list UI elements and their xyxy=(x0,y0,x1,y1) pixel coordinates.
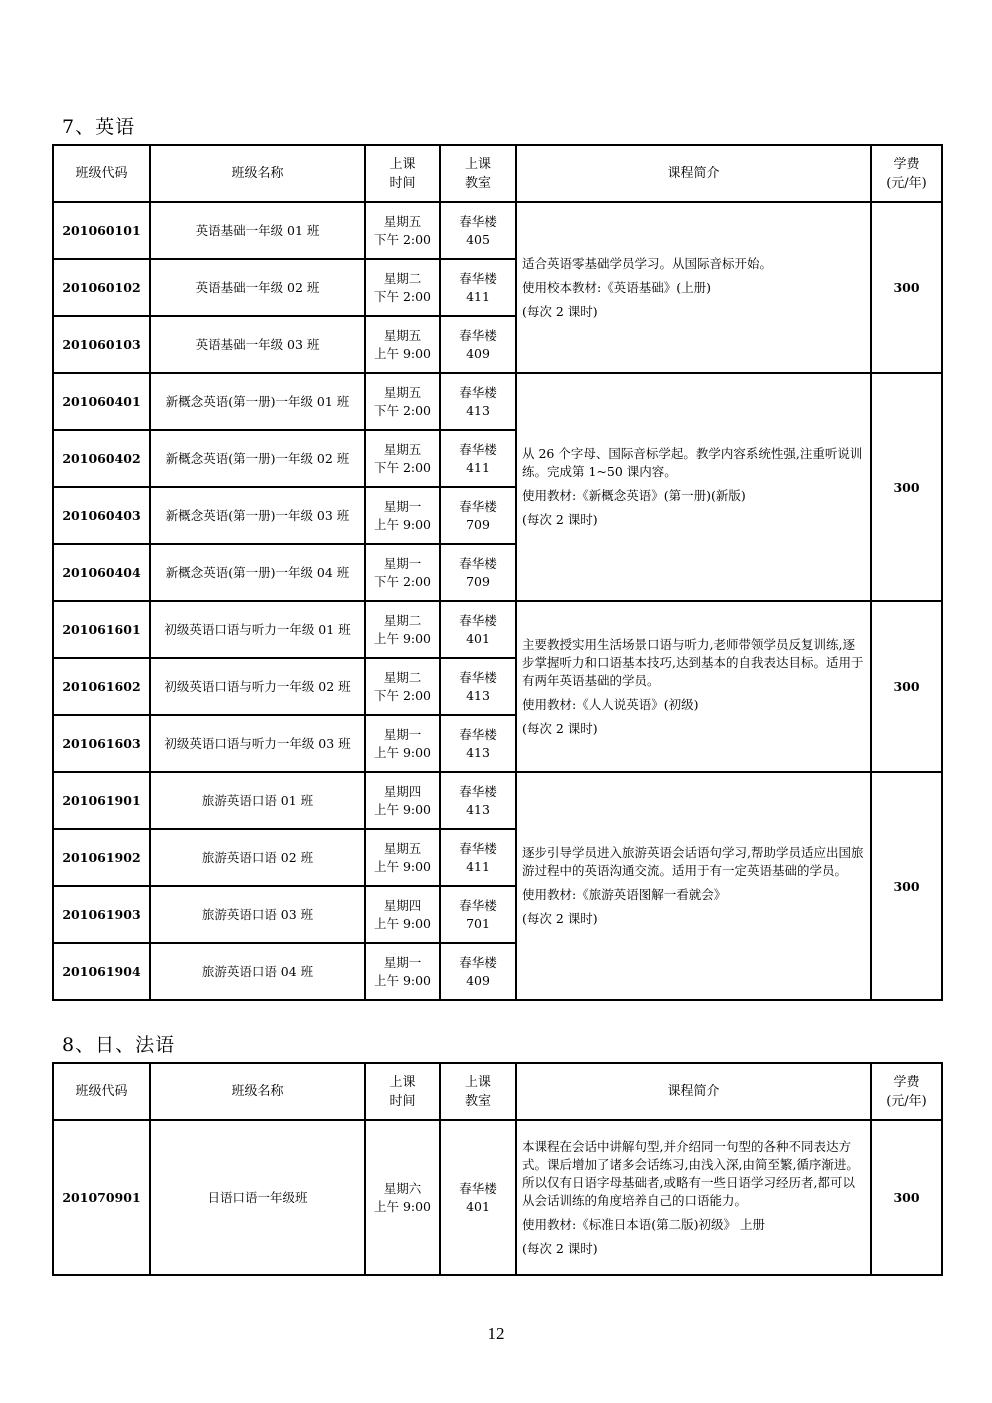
class-name: 新概念英语(第一册)一年级 01 班 xyxy=(150,373,365,430)
class-time: 星期一 下午 2:00 xyxy=(365,544,440,601)
class-time: 星期五 下午 2:00 xyxy=(365,430,440,487)
class-room: 春华楼 701 xyxy=(440,886,516,943)
class-code: 201060404 xyxy=(53,544,150,601)
section-title-english: 7、英语 xyxy=(62,116,136,138)
course-description: 从 26 个字母、国际音标学起。教学内容系统性强,注重听说训练。完成第 1~50 课内容。 使用教材:《新概念英语》(第一册)(新版) (每次 2 课时) xyxy=(516,373,871,601)
class-code: 201061904 xyxy=(53,943,150,1000)
course-description: 适合英语零基础学员学习。从国际音标开始。 使用校本教材:《英语基础》(上册) (每次 2 课时) xyxy=(516,202,871,373)
class-room: 春华楼 413 xyxy=(440,772,516,829)
class-code: 201060403 xyxy=(53,487,150,544)
class-time: 星期二 下午 2:00 xyxy=(365,259,440,316)
class-code: 201060401 xyxy=(53,373,150,430)
table-header-row xyxy=(53,145,942,202)
class-name: 初级英语口语与听力一年级 03 班 xyxy=(150,715,365,772)
header-name: 班级名称 xyxy=(150,1063,365,1120)
class-code: 201061903 xyxy=(53,886,150,943)
class-room: 春华楼 409 xyxy=(440,943,516,1000)
header-room: 上课 教室 xyxy=(440,145,516,202)
class-time: 星期二 上午 9:00 xyxy=(365,601,440,658)
class-name: 新概念英语(第一册)一年级 02 班 xyxy=(150,430,365,487)
header-time: 上课 时间 xyxy=(365,145,440,202)
course-description: 逐步引导学员进入旅游英语会话语句学习,帮助学员适应出国旅游过程中的英语沟通交流。适用于有一定英语基础的学员。 使用教材:《旅游英语图解一看就会》 (每次 2 课时) xyxy=(516,772,871,1000)
class-name: 英语基础一年级 02 班 xyxy=(150,259,365,316)
class-name: 旅游英语口语 03 班 xyxy=(150,886,365,943)
class-time: 星期一 上午 9:00 xyxy=(365,487,440,544)
class-time: 星期二 下午 2:00 xyxy=(365,658,440,715)
class-code: 201060102 xyxy=(53,259,150,316)
class-time: 星期五 下午 2:00 xyxy=(365,373,440,430)
tuition-fee: 300 xyxy=(871,373,942,601)
header-fee: 学费 (元/年) xyxy=(871,145,942,202)
class-code: 201061902 xyxy=(53,829,150,886)
class-time: 星期五 上午 9:00 xyxy=(365,316,440,373)
class-room: 春华楼 411 xyxy=(440,829,516,886)
class-time: 星期一 上午 9:00 xyxy=(365,943,440,1000)
class-code: 201060402 xyxy=(53,430,150,487)
header-name: 班级名称 xyxy=(150,145,365,202)
header-fee: 学费 (元/年) xyxy=(871,1063,942,1120)
class-code: 201070901 xyxy=(53,1120,150,1275)
class-name: 初级英语口语与听力一年级 02 班 xyxy=(150,658,365,715)
header-desc: 课程简介 xyxy=(516,145,871,202)
tuition-fee: 300 xyxy=(871,772,942,1000)
class-room: 春华楼 405 xyxy=(440,202,516,259)
header-time: 上课 时间 xyxy=(365,1063,440,1120)
header-room: 上课 教室 xyxy=(440,1063,516,1120)
class-time: 星期一 上午 9:00 xyxy=(365,715,440,772)
header-code: 班级代码 xyxy=(53,1063,150,1120)
class-name: 新概念英语(第一册)一年级 03 班 xyxy=(150,487,365,544)
course-description: 主要教授实用生活场景口语与听力,老师带领学员反复训练,逐步掌握听力和口语基本技巧,达到基本的自我表达目标。适用于有两年英语基础的学员。 使用教材:《人人说英语》(初级) (每次 2 课时) xyxy=(516,601,871,772)
japanese-french-course-table xyxy=(52,1062,943,1276)
class-time: 星期五 上午 9:00 xyxy=(365,829,440,886)
table-header-row xyxy=(53,1063,942,1120)
class-code: 201060103 xyxy=(53,316,150,373)
class-code: 201061601 xyxy=(53,601,150,658)
table-row xyxy=(53,1120,942,1275)
class-time: 星期四 上午 9:00 xyxy=(365,886,440,943)
class-code: 201061603 xyxy=(53,715,150,772)
header-desc: 课程简介 xyxy=(516,1063,871,1120)
class-room: 春华楼 411 xyxy=(440,430,516,487)
class-name: 旅游英语口语 01 班 xyxy=(150,772,365,829)
class-room: 春华楼 413 xyxy=(440,715,516,772)
class-code: 201061901 xyxy=(53,772,150,829)
table-row xyxy=(53,772,942,829)
class-room: 春华楼 413 xyxy=(440,658,516,715)
tuition-fee: 300 xyxy=(871,601,942,772)
header-code: 班级代码 xyxy=(53,145,150,202)
class-time: 星期六 上午 9:00 xyxy=(365,1120,440,1275)
section-title-japanese-french: 8、日、法语 xyxy=(62,1034,176,1056)
tuition-fee: 300 xyxy=(871,202,942,373)
class-code: 201061602 xyxy=(53,658,150,715)
class-name: 旅游英语口语 04 班 xyxy=(150,943,365,1000)
class-room: 春华楼 709 xyxy=(440,544,516,601)
page-number: 12 xyxy=(487,1324,505,1343)
class-room: 春华楼 401 xyxy=(440,1120,516,1275)
class-name: 新概念英语(第一册)一年级 04 班 xyxy=(150,544,365,601)
class-time: 星期四 上午 9:00 xyxy=(365,772,440,829)
class-room: 春华楼 401 xyxy=(440,601,516,658)
class-room: 春华楼 413 xyxy=(440,373,516,430)
class-name: 日语口语一年级班 xyxy=(150,1120,365,1275)
class-room: 春华楼 409 xyxy=(440,316,516,373)
course-description: 本课程在会话中讲解句型,并介绍同一句型的各种不同表达方式。课后增加了诸多会话练习,由浅入深,由简至繁,循序渐进。所以仅有日语字母基础者,或略有一些日语学习经历者,都可以从会话训练的角度培养自己的口语能力。 使用教材:《标准日本语(第二版)初级》 上册 (每次 2 课时) xyxy=(516,1120,871,1275)
class-name: 英语基础一年级 03 班 xyxy=(150,316,365,373)
table-row xyxy=(53,601,942,658)
tuition-fee: 300 xyxy=(871,1120,942,1275)
class-time: 星期五 下午 2:00 xyxy=(365,202,440,259)
english-course-table xyxy=(52,144,943,1001)
class-name: 英语基础一年级 01 班 xyxy=(150,202,365,259)
class-room: 春华楼 411 xyxy=(440,259,516,316)
class-name: 初级英语口语与听力一年级 01 班 xyxy=(150,601,365,658)
table-row xyxy=(53,373,942,430)
class-name: 旅游英语口语 02 班 xyxy=(150,829,365,886)
table-row xyxy=(53,202,942,259)
class-room: 春华楼 709 xyxy=(440,487,516,544)
class-code: 201060101 xyxy=(53,202,150,259)
